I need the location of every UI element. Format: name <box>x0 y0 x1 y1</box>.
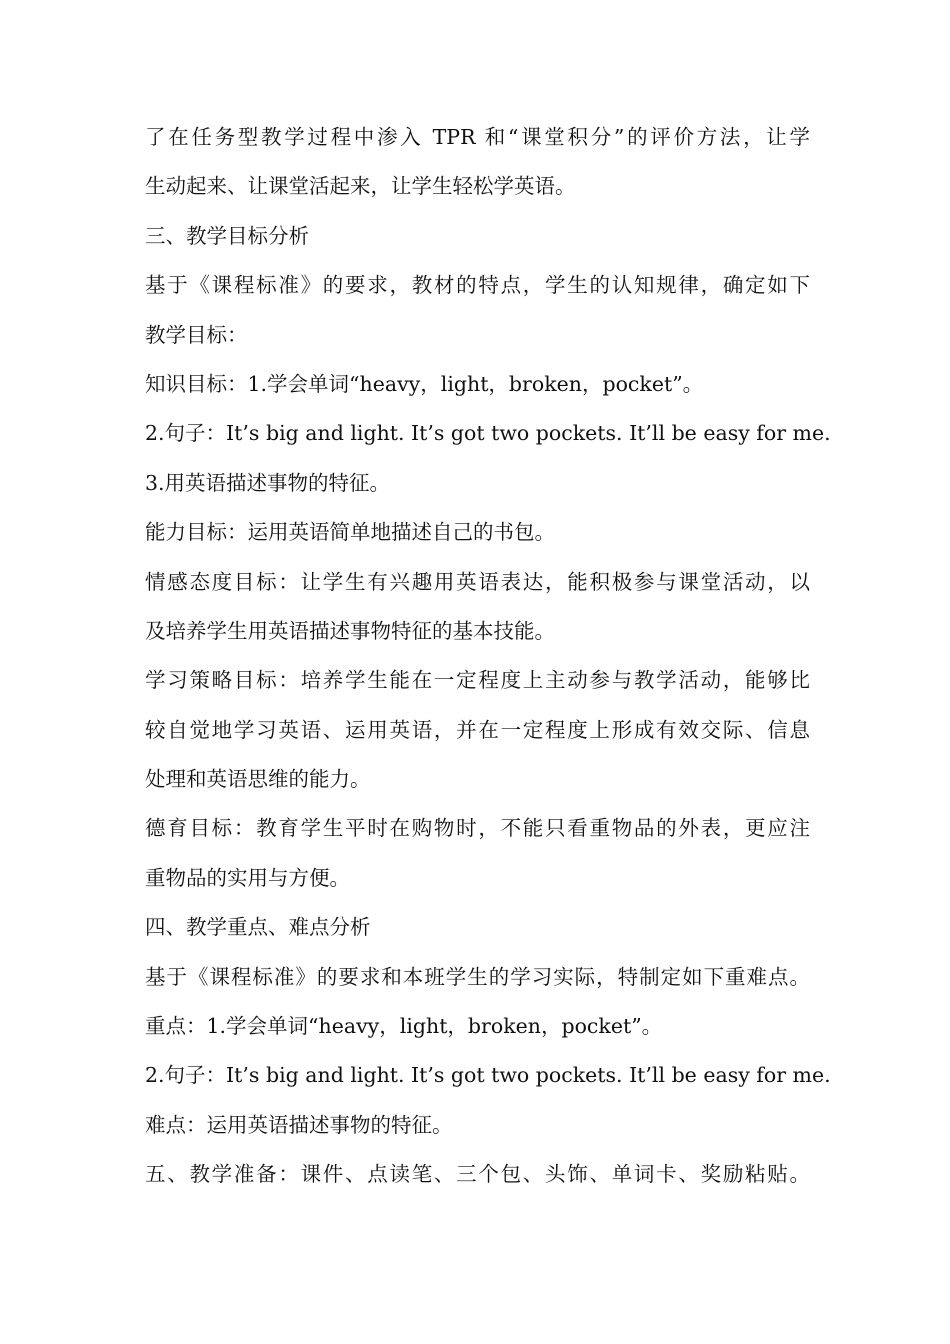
text-line: 2.句子：It’s big and light. It’s got two pockets. It’ll be easy for me. <box>145 1063 831 1088</box>
text-line: 处理和英语思维的能力。 <box>145 767 371 792</box>
text-line: 三、教学目标分析 <box>145 223 309 248</box>
text-line: 基于《课程标准》的要求，教材的特点，学生的认知规律，确定如下 <box>145 273 810 298</box>
document-body <box>145 113 831 1200</box>
text-line: 德育目标：教育学生平时在购物时，不能只看重物品的外表，更应注 <box>145 816 810 841</box>
text-line: 五、教学准备：课件、点读笔、三个包、头饰、单词卡、奖励粘贴。 <box>145 1162 810 1187</box>
text-line: 3.用英语描述事物的特征。 <box>145 470 391 495</box>
text-line: 生动起来、让课堂活起来，让学生轻松学英语。 <box>145 174 576 199</box>
text-line: 2.句子：It’s big and light. It’s got two pockets. It’ll be easy for me. <box>145 421 831 446</box>
text-line: 重物品的实用与方便。 <box>145 865 350 890</box>
text-line: 基于《课程标准》的要求和本班学生的学习实际，特制定如下重难点。 <box>145 964 810 989</box>
text-line: 四、教学重点、难点分析 <box>145 915 371 940</box>
text-line: 知识目标：1.学会单词“heavy，light，broken，pocket”。 <box>145 371 704 396</box>
text-line: 了在任务型教学过程中渗入 TPR 和“课堂积分”的评价方法，让学 <box>145 125 810 149</box>
text-line: 难点：运用英语描述事物的特征。 <box>145 1112 453 1137</box>
text-line: 学习策略目标：培养学生能在一定程度上主动参与教学活动，能够比 <box>145 668 810 693</box>
text-line: 情感态度目标：让学生有兴趣用英语表达，能积极参与课堂活动，以 <box>145 569 810 594</box>
text-line: 较自觉地学习英语、运用英语，并在一定程度上形成有效交际、信息 <box>145 717 810 742</box>
text-line: 能力目标：运用英语简单地描述自己的书包。 <box>145 520 555 545</box>
text-line: 教学目标： <box>145 322 248 347</box>
text-line: 重点：1.学会单词“heavy，light，broken，pocket”。 <box>145 1014 663 1039</box>
text-line: 及培养学生用英语描述事物特征的基本技能。 <box>145 618 555 643</box>
